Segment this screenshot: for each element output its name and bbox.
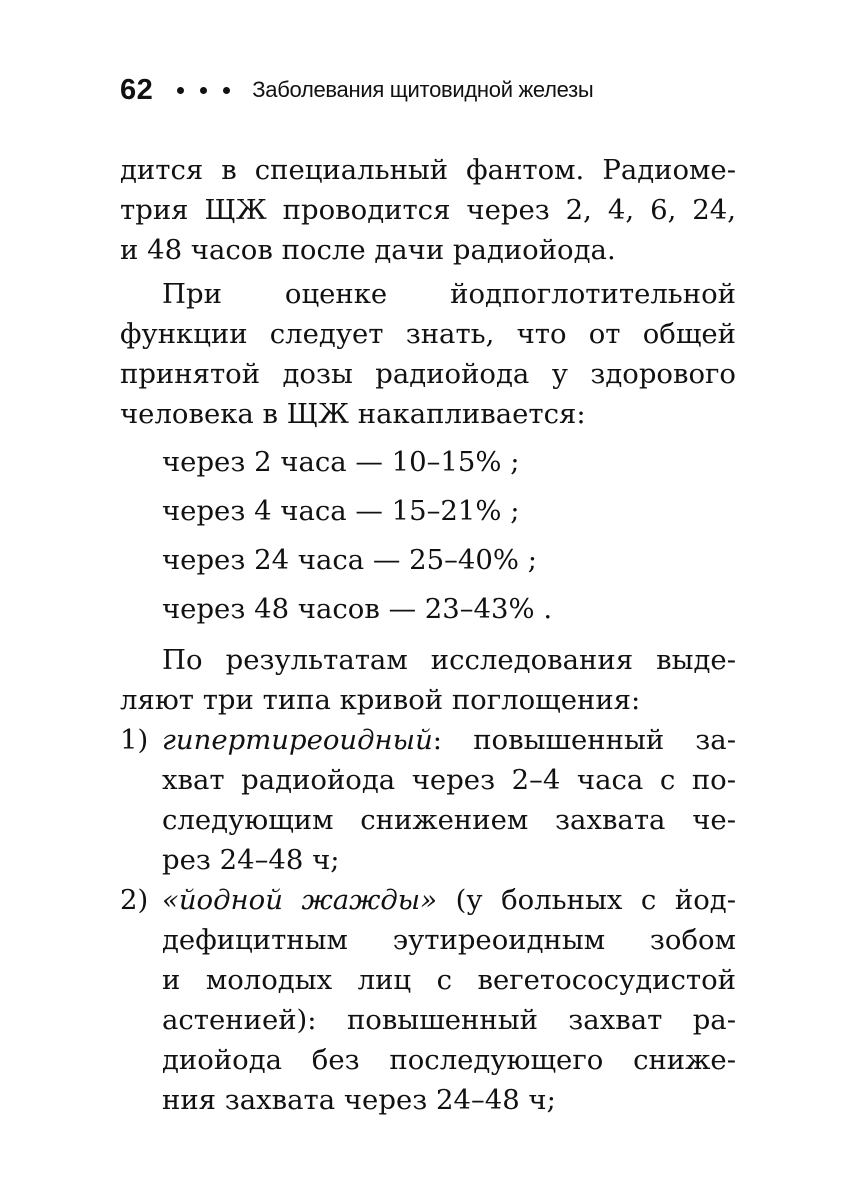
list-item: через 48 часов — 23–43% . — [162, 593, 553, 625]
list-item: через 24 часа — 25–40% ; — [162, 544, 538, 576]
curve-type-1 — [120, 720, 736, 880]
numbered-line — [120, 880, 736, 920]
text-line: функции следует знать, что от общей — [120, 318, 736, 350]
list-item: через 4 часа — 15–21% ; — [162, 495, 520, 527]
section-title: Заболевания щитовидной железы — [252, 77, 594, 102]
text-line: человека в ЩЖ накапливается: — [120, 398, 586, 430]
text-line: следующим снижением захвата че- — [162, 804, 736, 836]
header-bullets — [177, 87, 230, 94]
item-first-line — [162, 720, 736, 760]
curve-type-2 — [120, 880, 736, 1120]
text-line: По результатам исследования выде- — [162, 644, 736, 676]
item-number: 2) — [120, 884, 149, 916]
text-line: дится в специальный фантом. Радиоме- — [120, 154, 736, 186]
item-number: 1) — [120, 724, 149, 756]
text-line: астенией): повышенный захват ра- — [162, 1004, 736, 1036]
body-text — [120, 150, 736, 1120]
list-item: через 2 часа — 10–15% ; — [162, 446, 520, 478]
page-number: 62 — [120, 73, 154, 106]
bullet-dot — [200, 87, 207, 94]
text-line: ния захвата через 24–48 ч; — [162, 1084, 556, 1116]
item-term: «йодной жажды» — [162, 884, 438, 916]
text-line: трия ЩЖ проводится через 2, 4, 6, 24, — [120, 194, 736, 226]
text-line: При оценке йодпоглотительной — [162, 278, 736, 310]
item-term: гипертиреоидный — [162, 724, 433, 756]
text-line: рез 24–48 ч; — [162, 844, 340, 876]
paragraph-3 — [120, 640, 736, 720]
item-first-line — [162, 880, 736, 920]
paragraph-1 — [120, 150, 736, 270]
paragraph-2 — [120, 274, 736, 434]
uptake-list — [120, 438, 736, 634]
text-line: диойода без последующего сниже- — [162, 1044, 736, 1076]
bullet-dot — [177, 87, 184, 94]
bullet-dot — [223, 87, 230, 94]
numbered-line — [120, 720, 736, 760]
text-line: дефицитным эутиреоидным зобом — [162, 924, 736, 956]
running-head — [120, 70, 593, 110]
text-line: и 48 часов после дачи радиойода. — [120, 234, 616, 266]
item-text: : повышенный за- — [432, 724, 736, 756]
text-line: и молодых лиц с вегетососудистой — [162, 964, 736, 996]
text-line: хват радиойода через 2–4 часа с по- — [162, 764, 736, 796]
item-text: (у больных с йод- — [437, 884, 736, 916]
text-line: принятой дозы радиойода у здорового — [120, 358, 736, 390]
text-line: ляют три типа кривой поглощения: — [120, 684, 641, 716]
